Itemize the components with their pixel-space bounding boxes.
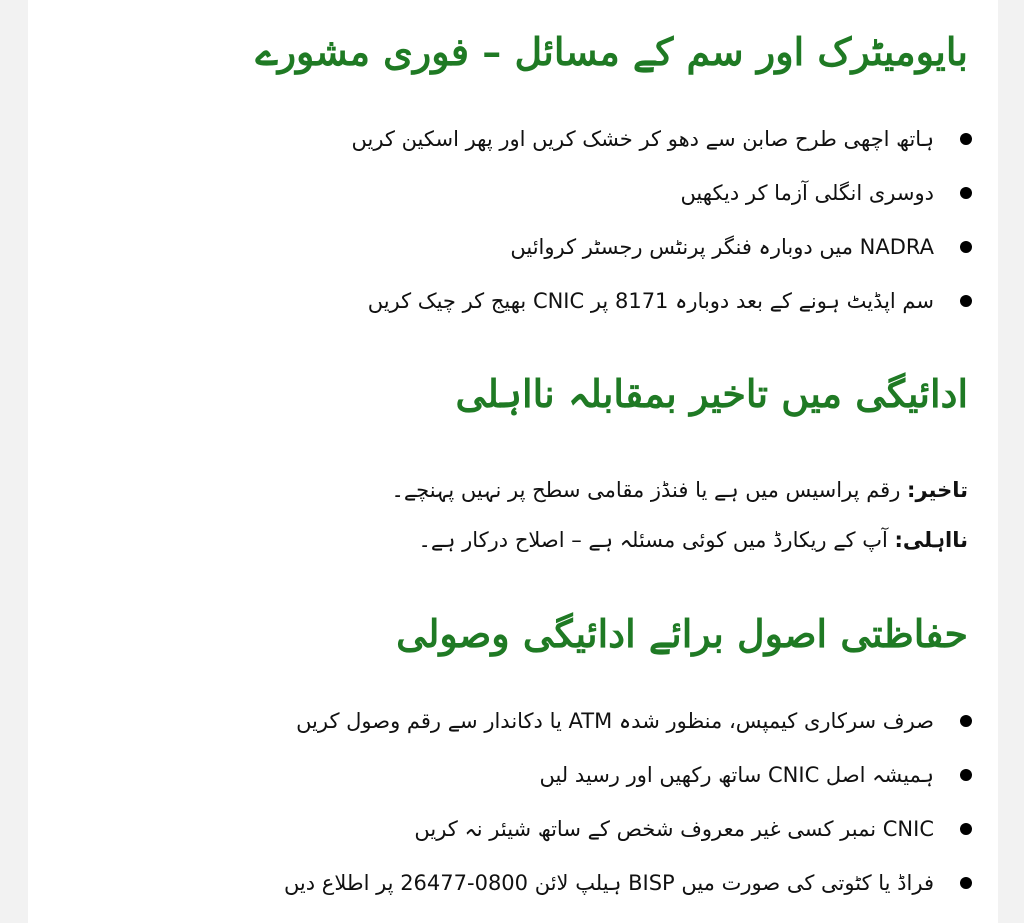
- list-item: دوسری انگلی آزما کر دیکھیں: [351, 166, 972, 220]
- list-item: سم اپڈیٹ ہونے کے بعد دوبارہ 8171 پر CNIC بھیج کر چیک کریں: [351, 274, 972, 328]
- bullet-icon: [960, 187, 972, 199]
- biometric-tips-list: [351, 112, 972, 328]
- bullet-icon: [960, 769, 972, 781]
- delay-text: رقم پراسیس میں ہے یا فنڈز مقامی سطح پر نہیں پہنچے۔: [391, 478, 901, 502]
- ineligible-text: آپ کے ریکارڈ میں کوئی مسئلہ ہے – اصلاح درکار ہے۔: [418, 528, 888, 552]
- ineligible-label: نااہلی:: [894, 528, 968, 552]
- bullet-icon: [960, 877, 972, 889]
- list-item: ہاتھ اچھی طرح صابن سے دھو کر خشک کریں اور پھر اسکین کریں: [351, 112, 972, 166]
- bullet-icon: [960, 241, 972, 253]
- bullet-icon: [960, 715, 972, 727]
- delay-label: تاخیر:: [907, 478, 968, 502]
- list-item: NADRA میں دوبارہ فنگر پرنٹس رجسٹر کروائیں: [351, 220, 972, 274]
- bullet-icon: [960, 295, 972, 307]
- delay-explanation: [392, 466, 968, 514]
- list-item: صرف سرکاری کیمپس، منظور شدہ ATM یا دکاندار سے رقم وصول کریں: [284, 694, 972, 748]
- list-item: CNIC نمبر کسی غیر معروف شخص کے ساتھ شیئر نہ کریں: [284, 802, 972, 856]
- ineligibility-explanation: [419, 516, 968, 564]
- article-page: [28, 0, 998, 923]
- biometric-sim-heading: بایومیٹرک اور سم کے مسائل – فوری مشورے: [255, 29, 968, 74]
- list-item: فراڈ یا کٹوتی کی صورت میں BISP ہیلپ لائن 0800-26477 پر اطلاع دیں: [284, 856, 972, 910]
- safety-rules-heading: حفاظتی اصول برائے ادائیگی وصولی: [396, 611, 968, 656]
- list-item: ہمیشہ اصل CNIC ساتھ رکھیں اور رسید لیں: [284, 748, 972, 802]
- bullet-icon: [960, 133, 972, 145]
- bullet-icon: [960, 823, 972, 835]
- delay-vs-ineligibility-heading: ادائیگی میں تاخیر بمقابلہ نااہلی: [455, 371, 968, 416]
- safety-rules-list: [284, 694, 972, 910]
